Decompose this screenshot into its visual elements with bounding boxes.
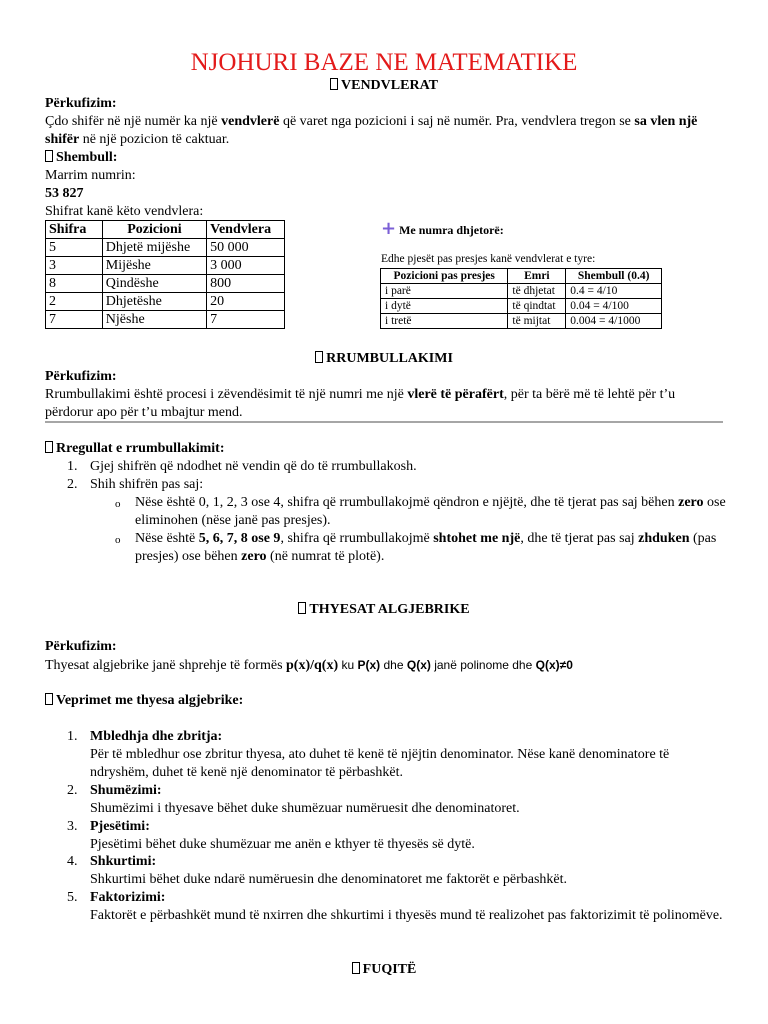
example-label: Shembull:: [45, 149, 725, 167]
missing-glyph-icon: [45, 150, 53, 162]
decimals-label: + Me numra dhjetorë:: [381, 218, 504, 239]
rules-label: Rregullat e rrumbullakimit:: [45, 440, 725, 458]
table-header: Pozicioni pas presjes: [381, 269, 508, 284]
operation-item: Shkurtimi: Shkurtimi bëhet duke ndarë numëruesin dhe denominatoret me faktorët e përbashkët.: [90, 854, 568, 887]
bullet-icon: o: [115, 534, 121, 546]
missing-glyph-icon: [298, 602, 306, 614]
table-header-row: [46, 221, 285, 239]
rule-item: Shih shifrën pas saj:: [90, 477, 204, 492]
list-number: 4.: [67, 854, 78, 869]
table-header: Pozicioni: [102, 221, 206, 239]
definition-label: Përkufizim:: [45, 96, 117, 111]
decimal-positions-table: [380, 268, 662, 329]
table-header: Shembull (0.4): [566, 269, 662, 284]
missing-glyph-icon: [45, 441, 53, 453]
divider: [45, 421, 723, 423]
rule-subitem: Nëse është 0, 1, 2, 3 ose 4, shifra që rrumbullakojmë qëndron e njëjtë, dhe të tjerat pas saj bëhen zero ose eliminohen (nëse janë pas presjes).: [135, 495, 726, 528]
list-number: 2.: [67, 783, 78, 798]
missing-glyph-icon: [45, 693, 53, 705]
list-number: 3.: [67, 819, 78, 834]
operations-label: Veprimet me thyesa algjebrike:: [45, 692, 725, 710]
table-header-row: [381, 269, 662, 284]
place-value-table: [45, 220, 285, 329]
page-title: NJOHURI BAZE NE MATEMATIKE: [190, 49, 578, 76]
list-number: 5.: [67, 890, 78, 905]
section-heading-thyesat: THYESAT ALGJEBRIKE: [0, 601, 768, 619]
table-row: 3 Mijëshe 3 000: [46, 257, 285, 275]
list-number: 2.: [67, 477, 78, 492]
example-number: 53 827: [45, 186, 84, 201]
table-row: 2 Dhjetëshe 20: [46, 293, 285, 311]
section-heading-fuqite: FUQITË: [0, 961, 768, 979]
rule-item: Gjej shifrën që ndodhet në vendin që do të rrumbullakosh.: [90, 459, 417, 474]
table-row: 7 Njëshe 7: [46, 311, 285, 329]
table-row: i dytë të qindtat 0.04 = 4/100: [381, 299, 662, 314]
definition-label: Përkufizim:: [45, 639, 117, 654]
decimals-intro: Edhe pjesët pas presjes kanë vendvlerat e tyre:: [381, 253, 596, 265]
missing-glyph-icon: [352, 962, 360, 974]
list-number: 1.: [67, 459, 78, 474]
operation-item: Shumëzimi: Shumëzimi i thyesave bëhet duke shumëzuar numëruesit dhe denominatoret.: [90, 783, 520, 816]
definition-label: Përkufizim:: [45, 369, 117, 384]
digits-intro: Shifrat kanë këto vendvlera:: [45, 204, 204, 219]
definition-text: Çdo shifër në një numër ka një vendvlerë që varet nga pozicioni i saj në numër. Pra, vendvlera tregon se sa vlen një shifër në një pozicion të caktuar.: [45, 114, 698, 147]
list-number: 1.: [67, 729, 78, 744]
missing-glyph-icon: [330, 78, 338, 90]
section-heading-vendvlerat: VENDVLERAT: [0, 77, 768, 95]
definition-text: Thyesat algjebrike janë shprehje të formës p(x)/q(x) ku P(x) dhe Q(x) janë polinome dhe Q(x)≠0: [45, 658, 573, 673]
rule-subitem: Nëse është 5, 6, 7, 8 ose 9, shifra që rrumbullakojmë shtohet me një, dhe të tjerat pas saj zhduken (pas presjes) ose bëhen zero (në numrat të plotë).: [135, 531, 717, 564]
missing-glyph-icon: [315, 351, 323, 363]
plus-icon: +: [381, 218, 397, 239]
table-row: 5 Dhjetë mijëshe 50 000: [46, 239, 285, 257]
section-heading-rrumbullakimi: RRUMBULLAKIMI: [0, 350, 768, 368]
table-row: i tretë të mijtat 0.004 = 4/1000: [381, 314, 662, 329]
definition-text: Rrumbullakimi është procesi i zëvendësimit të një numri me një vlerë të përafërt, për ta bërë më të lehtë për t’u përdorur apo për t’u mbajtur mend.: [45, 387, 676, 420]
operation-item: Pjesëtimi: Pjesëtimi bëhet duke shumëzuar me anën e kthyer të thyesës së dytë.: [90, 819, 475, 852]
table-row: 8 Qindëshe 800: [46, 275, 285, 293]
table-row: i parë të dhjetat 0.4 = 4/10: [381, 284, 662, 299]
operation-item: Mbledhja dhe zbritja: Për të mbledhur ose zbritur thyesa, ato duhet të kenë të njëjtin denominator. Nëse kanë denominatore të ndryshëm, duhet të kenë një denominator të përbashkët.: [90, 729, 670, 780]
operation-item: Faktorizimi: Faktorët e përbashkët mund të nxirren dhe shkurtimi i thyesës mund të realizohet pas faktorizimit të polinomëve.: [90, 890, 723, 923]
take-number-text: Marrim numrin:: [45, 168, 136, 183]
bullet-icon: o: [115, 498, 121, 510]
table-header: Shifra: [46, 221, 103, 239]
table-header: Vendvlera: [207, 221, 285, 239]
table-header: Emri: [508, 269, 566, 284]
